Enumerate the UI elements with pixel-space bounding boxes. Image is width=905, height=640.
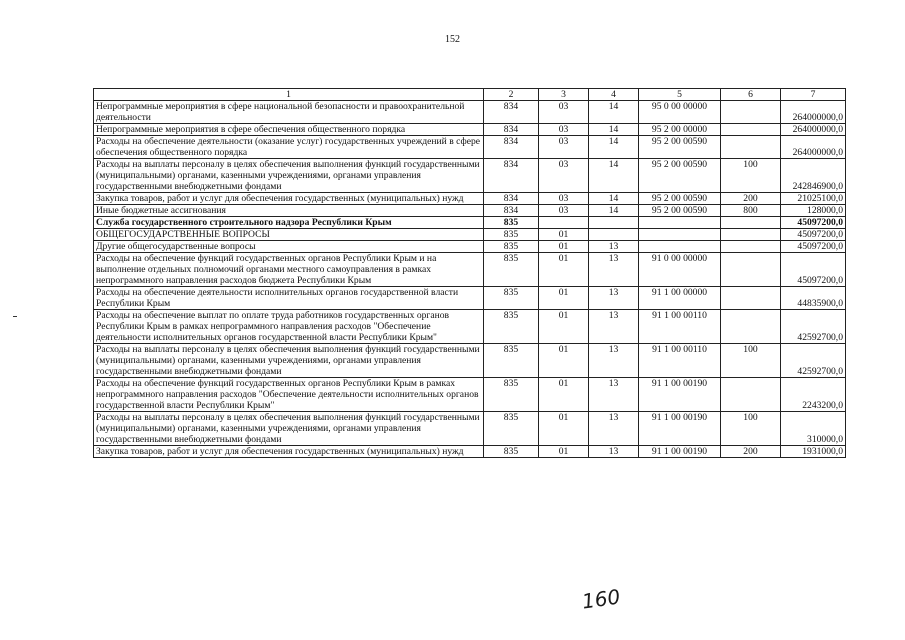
cell-amount: 264000000,0	[781, 136, 846, 159]
cell-name: Расходы на выплаты персоналу в целях обеспечения выполнения функций государственными (муниципальными) органами, казенными учреждениями, органами управления государственными внебюджетными фондами	[94, 344, 484, 378]
cell-name: Непрограммные мероприятия в сфере национальной безопасности и правоохранительной деятельности	[94, 101, 484, 124]
cell-column-4: 13	[589, 310, 639, 344]
cell-column-5	[639, 241, 721, 253]
cell-column-6	[721, 124, 781, 136]
cell-column-3: 01	[539, 287, 589, 310]
cell-amount: 42592700,0	[781, 344, 846, 378]
cell-column-6: 100	[721, 344, 781, 378]
table-row	[94, 205, 846, 217]
cell-column-4	[589, 229, 639, 241]
cell-column-6	[721, 101, 781, 124]
cell-amount: 44835900,0	[781, 287, 846, 310]
cell-column-4: 14	[589, 193, 639, 205]
cell-name: Другие общегосударственные вопросы	[94, 241, 484, 253]
cell-name: Расходы на обеспечение деятельности исполнительных органов государственной власти Республики Крым	[94, 287, 484, 310]
cell-name: Служба государственного строительного надзора Республики Крым	[94, 217, 484, 229]
cell-column-2: 834	[484, 136, 539, 159]
column-header: 3	[539, 89, 589, 101]
cell-column-2: 835	[484, 378, 539, 412]
cell-amount: 264000000,0	[781, 124, 846, 136]
cell-column-3: 03	[539, 124, 589, 136]
cell-amount: 242846900,0	[781, 159, 846, 193]
cell-column-2: 834	[484, 101, 539, 124]
cell-column-4: 13	[589, 241, 639, 253]
cell-column-4: 14	[589, 124, 639, 136]
cell-column-3: 01	[539, 310, 589, 344]
cell-column-2: 835	[484, 344, 539, 378]
cell-amount: 45097200,0	[781, 241, 846, 253]
cell-column-2: 835	[484, 217, 539, 229]
table-row	[94, 378, 846, 412]
cell-column-6: 200	[721, 446, 781, 458]
cell-amount: 310000,0	[781, 412, 846, 446]
table-row	[94, 101, 846, 124]
table-row	[94, 287, 846, 310]
cell-column-6	[721, 287, 781, 310]
cell-amount: 2243200,0	[781, 378, 846, 412]
column-header: 4	[589, 89, 639, 101]
cell-column-6	[721, 217, 781, 229]
table-row	[94, 344, 846, 378]
table-row	[94, 241, 846, 253]
page-number: 152	[445, 34, 460, 45]
cell-column-3: 01	[539, 446, 589, 458]
cell-column-5: 95 2 00 00590	[639, 159, 721, 193]
cell-amount: 21025100,0	[781, 193, 846, 205]
cell-column-4: 13	[589, 253, 639, 287]
cell-column-5: 95 2 00 00000	[639, 124, 721, 136]
cell-column-5: 95 0 00 00000	[639, 101, 721, 124]
cell-column-5: 91 1 00 00000	[639, 287, 721, 310]
table-row	[94, 253, 846, 287]
cell-column-5: 91 1 00 00110	[639, 310, 721, 344]
cell-column-4: 13	[589, 446, 639, 458]
handwritten-page-number-text: 160	[580, 584, 622, 614]
table-row	[94, 310, 846, 344]
cell-name: Расходы на выплаты персоналу в целях обеспечения выполнения функций государственными (муниципальными) органами, казенными учреждениями, органами управления государственными внебюджетными фондами	[94, 159, 484, 193]
cell-column-3	[539, 217, 589, 229]
cell-name: Непрограммные мероприятия в сфере обеспечения общественного порядка	[94, 124, 484, 136]
cell-amount: 1931000,0	[781, 446, 846, 458]
cell-column-3: 01	[539, 412, 589, 446]
cell-amount: 45097200,0	[781, 217, 846, 229]
column-header: 6	[721, 89, 781, 101]
cell-name: Закупка товаров, работ и услуг для обеспечения государственных (муниципальных) нужд	[94, 446, 484, 458]
cell-column-6	[721, 378, 781, 412]
cell-amount: 264000000,0	[781, 101, 846, 124]
cell-column-5: 91 0 00 00000	[639, 253, 721, 287]
budget-table-body	[94, 89, 846, 458]
cell-column-5: 91 1 00 00190	[639, 446, 721, 458]
cell-column-6: 200	[721, 193, 781, 205]
cell-column-4: 13	[589, 287, 639, 310]
cell-column-6	[721, 241, 781, 253]
cell-column-5: 91 1 00 00190	[639, 412, 721, 446]
cell-column-4: 13	[589, 344, 639, 378]
cell-name: Расходы на обеспечение деятельности (оказание услуг) государственных учреждений в сфере обеспечения общественного порядка	[94, 136, 484, 159]
cell-column-6: 100	[721, 412, 781, 446]
cell-column-5: 91 1 00 00110	[639, 344, 721, 378]
cell-amount: 45097200,0	[781, 229, 846, 241]
cell-column-4: 14	[589, 136, 639, 159]
cell-column-6	[721, 229, 781, 241]
cell-name: Расходы на обеспечение функций государственных органов Республики Крым и на выполнение отдельных полномочий органами местного самоуправления в рамках непрограммного направления расходов бюджета Республики Крым	[94, 253, 484, 287]
cell-column-2: 834	[484, 205, 539, 217]
table-row	[94, 412, 846, 446]
cell-column-6	[721, 253, 781, 287]
cell-column-3: 01	[539, 344, 589, 378]
cell-column-4: 13	[589, 378, 639, 412]
cell-column-2: 835	[484, 229, 539, 241]
table-row	[94, 159, 846, 193]
cell-column-3: 01	[539, 241, 589, 253]
cell-column-6	[721, 136, 781, 159]
cell-column-3: 03	[539, 193, 589, 205]
cell-amount: 42592700,0	[781, 310, 846, 344]
cell-column-5	[639, 217, 721, 229]
margin-mark	[13, 316, 17, 317]
cell-column-2: 834	[484, 124, 539, 136]
cell-column-2: 835	[484, 287, 539, 310]
cell-column-4: 14	[589, 205, 639, 217]
table-row	[94, 124, 846, 136]
column-header: 2	[484, 89, 539, 101]
cell-column-5: 91 1 00 00190	[639, 378, 721, 412]
table-row	[94, 217, 846, 229]
cell-column-2: 835	[484, 412, 539, 446]
column-header: 1	[94, 89, 484, 101]
cell-column-3: 01	[539, 229, 589, 241]
cell-column-3: 01	[539, 378, 589, 412]
cell-column-2: 835	[484, 310, 539, 344]
cell-name: Расходы на обеспечение функций государственных органов Республики Крым в рамках непрограммного направления расходов "Обеспечение деятельности исполнительных органов государственной власти Республики Крым"	[94, 378, 484, 412]
cell-column-5: 95 2 00 00590	[639, 136, 721, 159]
cell-column-2: 835	[484, 241, 539, 253]
cell-column-2: 835	[484, 253, 539, 287]
cell-column-6	[721, 310, 781, 344]
cell-name: ОБЩЕГОСУДАРСТВЕННЫЕ ВОПРОСЫ	[94, 229, 484, 241]
cell-column-3: 03	[539, 136, 589, 159]
cell-column-5: 95 2 00 00590	[639, 205, 721, 217]
cell-column-3: 03	[539, 159, 589, 193]
cell-name: Расходы на выплаты персоналу в целях обеспечения выполнения функций государственными (муниципальными) органами, казенными учреждениями, органами управления государственными внебюджетными фондами	[94, 412, 484, 446]
cell-column-5: 95 2 00 00590	[639, 193, 721, 205]
table-row	[94, 136, 846, 159]
cell-name: Закупка товаров, работ и услуг для обеспечения государственных (муниципальных) нужд	[94, 193, 484, 205]
cell-column-2: 835	[484, 446, 539, 458]
handwritten-page-number	[580, 584, 652, 617]
table-header-row	[94, 89, 846, 101]
cell-name: Иные бюджетные ассигнования	[94, 205, 484, 217]
budget-table	[93, 88, 846, 458]
cell-amount: 45097200,0	[781, 253, 846, 287]
cell-column-5	[639, 229, 721, 241]
table-row	[94, 193, 846, 205]
column-header: 7	[781, 89, 846, 101]
cell-column-4: 14	[589, 101, 639, 124]
cell-column-3: 03	[539, 101, 589, 124]
cell-column-4: 13	[589, 412, 639, 446]
table-row	[94, 446, 846, 458]
cell-column-2: 834	[484, 193, 539, 205]
table-row	[94, 229, 846, 241]
cell-column-4: 14	[589, 159, 639, 193]
cell-name: Расходы на обеспечение выплат по оплате труда работников государственных органов Республики Крым в рамках непрограммного направления расходов "Обеспечение деятельности исполнительных органов государственной власти Республики Крым"	[94, 310, 484, 344]
cell-column-6: 100	[721, 159, 781, 193]
cell-column-2: 834	[484, 159, 539, 193]
cell-column-3: 03	[539, 205, 589, 217]
cell-amount: 128000,0	[781, 205, 846, 217]
cell-column-4	[589, 217, 639, 229]
cell-column-6: 800	[721, 205, 781, 217]
column-header: 5	[639, 89, 721, 101]
cell-column-3: 01	[539, 253, 589, 287]
